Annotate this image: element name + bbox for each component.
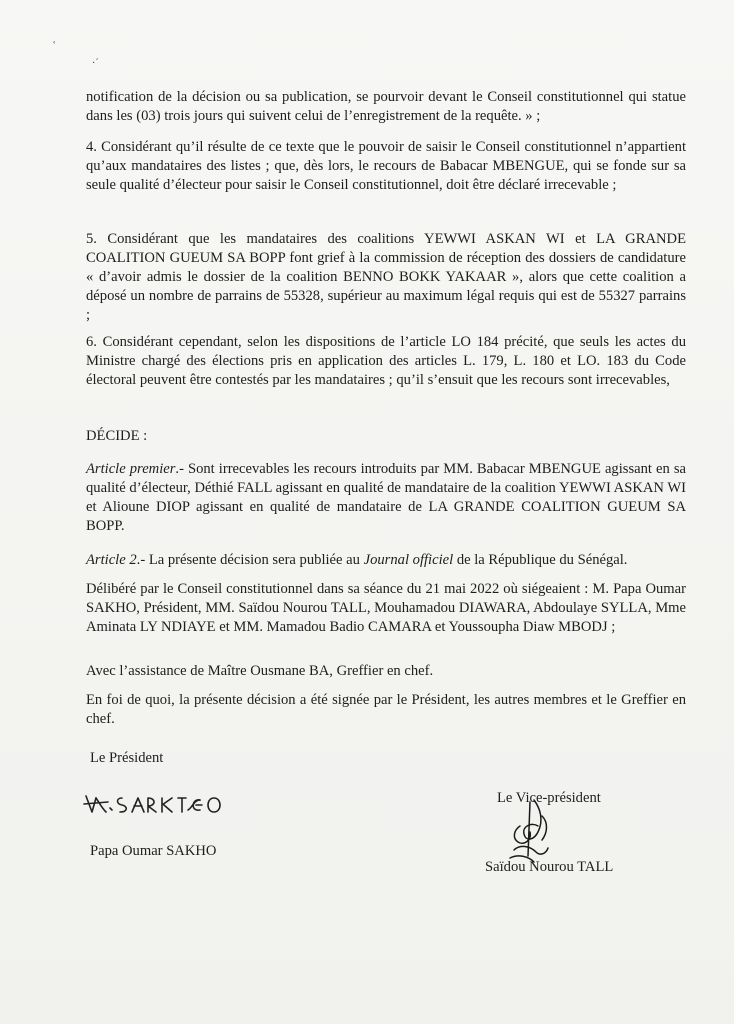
- vice-president-title: Le Vice-président: [497, 790, 601, 806]
- scan-mark: ·ˊ: [92, 58, 99, 69]
- journal-officiel: Journal officiel: [363, 552, 454, 568]
- article-2: [86, 551, 686, 570]
- paragraph-intro: notification de la décision ou sa publication, se pourvoir devant le Conseil constitutionnel qui statue dans les (03) trois jours qui suivent celui de l’enregistrement de la requête. » ;: [86, 89, 686, 124]
- paragraph-delibere: Délibéré par le Conseil constitutionnel dans sa séance du 21 mai 2022 où siégeaient : M. Papa Oumar SAKHO, Président, MM. Saïdou Nourou TALL, Mouhamadou DIAWARA, Abdoulaye SYLLA, Mme Aminata LY NDIAYE et MM. Mamadou Badio CAMARA et Youssoupha Diaw MBODJ ;: [86, 581, 686, 635]
- decide-heading: DÉCIDE :: [86, 428, 148, 444]
- paragraph-6: 6. Considérant cependant, selon les dispositions de l’article LO 184 précité, que seuls les actes du Ministre chargé des élections pris en application des articles L. 179, L. 180 et LO. 183 du Code électoral peuvent être contestés par les mandataires ; qu’il s’ensuit que les recours sont irrecevables,: [86, 334, 686, 388]
- president-title: Le Président: [90, 750, 164, 766]
- article-2-text-b: de la République du Sénégal.: [453, 552, 628, 568]
- article-premier-text: .- Sont irrecevables les recours introduits par MM. Babacar MBENGUE agissant en sa qualité d’électeur, Déthié FALL agissant en qualité de mandataire de la coalition YEWWI ASKAN WI et Alioune DIOP agissant en qualité de mandataire de LA GRANDE COALITION GUEUM SA BOPP.: [86, 461, 686, 534]
- president-name: Papa Oumar SAKHO: [90, 843, 217, 859]
- article-2-text-a: .- La présente décision sera publiée au: [136, 552, 364, 568]
- paragraph-4: 4. Considérant qu’il résulte de ce texte que le pouvoir de saisir le Conseil constitutionnel n’appartient qu’aux mandataires des listes ; que, dès lors, le recours de Babacar MBENGUE, qui se fonde sur sa seule qualité d’électeur pour saisir le Conseil constitutionnel, doit être déclaré irrecevable ;: [86, 139, 686, 193]
- article-2-label: Article 2: [86, 552, 137, 568]
- vice-president-name: Saïdou Nourou TALL: [485, 859, 614, 875]
- paragraph-en-foi: En foi de quoi, la présente décision a été signée par le Président, les autres membres et le Greffier en chef.: [86, 692, 686, 727]
- paragraph-5: 5. Considérant que les mandataires des coalitions YEWWI ASKAN WI et LA GRANDE COALITION GUEUM SA BOPP font grief à la commission de réception des dossiers de candidature « d’avoir admis le dossier de la coalition BENNO BOKK YAKAAR », alors que cette coalition a déposé un nombre de parrains de 55328, supérieur au maximum légal requis qui est de 55327 parrains ;: [86, 231, 686, 323]
- article-premier: [86, 460, 686, 536]
- scan-mark: ʿ: [52, 38, 57, 53]
- president-signature: [82, 788, 242, 824]
- paragraph-assistance: Avec l’assistance de Maître Ousmane BA, Greffier en chef.: [86, 663, 434, 679]
- article-premier-label: Article premier: [86, 461, 176, 477]
